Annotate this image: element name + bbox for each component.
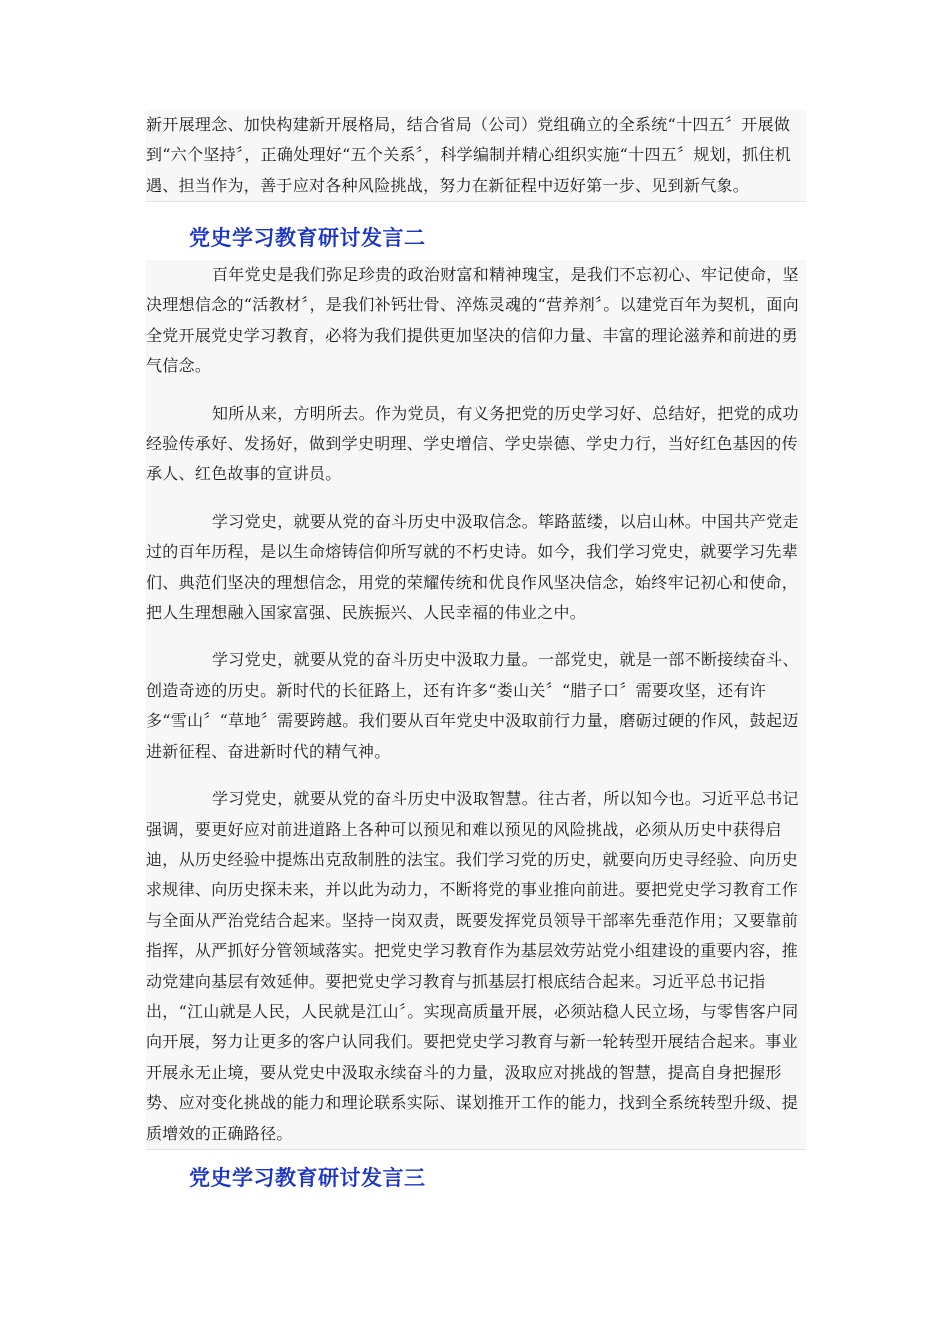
paragraph: 百年党史是我们弥足珍贵的政治财富和精神瑰宝，是我们不忘初心、牢记使命，坚决理想信念的“活教材〞，是我们补钙壮骨、淬炼灵魂的“营养剂〞。以建党百年为契机，面向全党开展党史学习教育，必将为我们提供更加坚决的信仰力量、丰富的理论滋养和前进的勇气信念。 — [146, 265, 799, 376]
paragraph: 知所从来，方明所去。作为党员，有义务把党的历史学习好、总结好，把党的成功经验传承好、发扬好，做到学史明理、学史增信、学史崇德、学史力行，当好红色基因的传承人、红色故事的宣讲员。 — [146, 403, 799, 484]
paragraph: 学习党史，就要从党的奋斗历史中汲取智慧。往古者，所以知今也。习近平总书记强调，要更好应对前进道路上各种可以预见和难以预见的风险挑战，必须从历史中获得启迪，从历史经验中提炼出克敌制胜的法宝。我们学习党的历史，就要向历史寻经验、向历史求规律、向历史探未来，并以此为动力，不断将党的事业推向前进。要把党史学习教育工作与全面从严治党结合起来。坚持一岗双责，既要发挥党员领导干部率先垂范作用；又要靠前指挥，从严抓好分管领域落实。把党史学习教育作为基层效劳站党小组建设的重要内容，推动党建向基层有效延伸。要把党史学习教育与抓基层打根底结合起来。习近平总书记指出，“江山就是人民，人民就是江山〞。实现高质量开展，必须站稳人民立场，与零售客户同向开展，努力让更多的客户认同我们。要把党史学习教育与新一轮转型开展结合起来。事业开展永无止境，要从党史中汲取永续奋斗的力量，汲取应对挑战的智慧，提高自身把握形势、应对变化挑战的能力和理论联系实际、谋划推开工作的能力，找到全系统转型升级、提质增效的正确路径。 — [146, 789, 799, 1143]
paragraph: 学习党史，就要从党的奋斗历史中汲取信念。筚路蓝缕，以启山林。中国共产党走过的百年历程，是以生命熔铸信仰所写就的不朽史诗。如今，我们学习党史，就要学习先辈们、典范们坚决的理想信念，用党的荣耀传统和优良作风坚决信念，始终牢记初心和使命，把人生理想融入国家富强、民族振兴、人民幸福的伟业之中。 — [146, 511, 799, 623]
paragraph: 新开展理念、加快构建新开展格局，结合省局（公司）党组确立的全系统“十四五〞开展做到“六个坚持〞，正确处理好“五个关系〞，科学编制并精心组织实施“十四五〞规划，抓住机遇、担当作为，善于应对各种风险挑战，努力在新征程中迈好第一步、见到新气象。 — [146, 115, 792, 195]
section-heading-2: 党史学习教育研讨发言二 — [189, 225, 426, 250]
section-heading-3: 党史学习教育研讨发言三 — [189, 1165, 426, 1190]
text-block-continuation — [146, 110, 806, 202]
paragraph: 学习党史，就要从党的奋斗历史中汲取力量。一部党史，就是一部不断接续奋斗、创造奇迹的历史。新时代的长征路上，还有许多“娄山关〞“腊子口〞需要攻坚，还有许多“雪山〞“草地〞需要跨越。我们要从百年党史中汲取前行力量，磨砺过硬的作风，鼓起迈进新征程、奋进新时代的精气神。 — [146, 650, 799, 761]
text-block-section-2 — [146, 260, 806, 1150]
